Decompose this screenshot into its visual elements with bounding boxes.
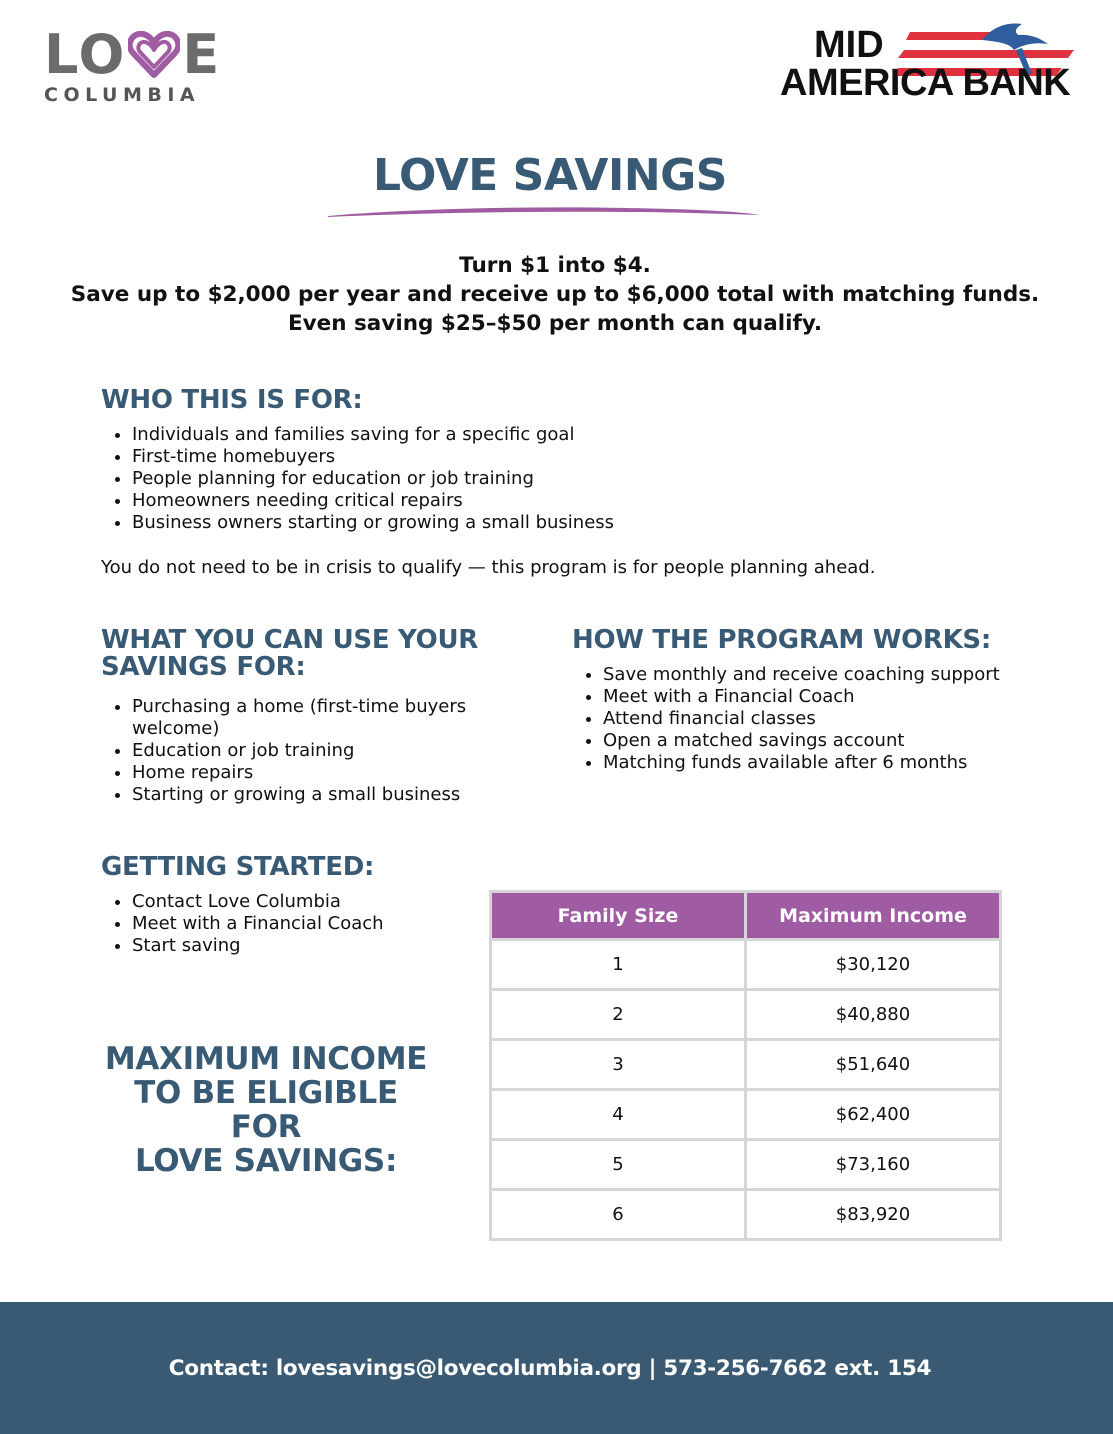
table-header-row xyxy=(492,893,999,938)
list-item: • Meet with a Financial Coach xyxy=(132,913,481,935)
intro xyxy=(0,251,1110,338)
cell-max-income: $83,920 xyxy=(747,1191,999,1238)
who-note: You do not need to be in crisis to qualify — this program is for people planning ahead. xyxy=(101,557,876,578)
logo-subtitle: COLUMBIA xyxy=(44,84,201,106)
list-item: • Start saving xyxy=(132,935,481,957)
footer-contact: Contact: lovesavings@lovecolumbia.org | 573-256-7662 ext. 154 xyxy=(168,1356,932,1381)
how-heading: HOW THE PROGRAM WORKS: xyxy=(572,625,991,655)
list-item: • Starting or growing a small business xyxy=(132,784,492,806)
list-item: • First-time homebuyers xyxy=(132,446,1001,468)
list-item: • Homeowners needing critical repairs xyxy=(132,490,1001,512)
started-heading: GETTING STARTED: xyxy=(101,852,375,882)
header-family-size: Family Size xyxy=(492,893,744,938)
uses-heading-line2: SAVINGS FOR: xyxy=(101,652,306,682)
footer xyxy=(0,1302,1113,1434)
header-maximum-income: Maximum Income xyxy=(747,893,999,938)
intro-line1: Turn $1 into $4. xyxy=(459,253,651,278)
cell-family-size: 5 xyxy=(492,1141,744,1188)
list-item: • Matching funds available after 6 months xyxy=(603,752,1092,774)
table-row xyxy=(492,1191,999,1238)
list-item: • Attend financial classes xyxy=(603,708,1092,730)
list-item: • Education or job training xyxy=(132,740,492,762)
intro-line3: Even saving $25–$50 per month can qualify. xyxy=(287,311,823,336)
income-table xyxy=(489,890,1002,1241)
started-section xyxy=(101,854,481,957)
cell-family-size: 6 xyxy=(492,1191,744,1238)
love-columbia-logo xyxy=(44,23,234,108)
cell-family-size: 3 xyxy=(492,1041,744,1088)
cell-family-size: 1 xyxy=(492,941,744,988)
list-item: • Save monthly and receive coaching support xyxy=(603,664,1092,686)
cell-max-income: $73,160 xyxy=(747,1141,999,1188)
list-item: • Contact Love Columbia xyxy=(132,891,481,913)
bank-name-line2: AMERICA BANK xyxy=(780,62,1071,104)
cell-max-income: $62,400 xyxy=(747,1091,999,1138)
list-item: • Meet with a Financial Coach xyxy=(603,686,1092,708)
list-item: • Open a matched savings account xyxy=(603,730,1092,752)
max-income-line1: MAXIMUM INCOME xyxy=(104,1041,428,1077)
list-item: • Business owners starting or growing a small business xyxy=(132,512,1001,534)
table-row xyxy=(492,991,999,1038)
table-row xyxy=(492,1041,999,1088)
table-row xyxy=(492,1091,999,1138)
cell-max-income: $40,880 xyxy=(747,991,999,1038)
cell-max-income: $51,640 xyxy=(747,1041,999,1088)
who-list xyxy=(101,424,1001,534)
cell-family-size: 2 xyxy=(492,991,744,1038)
uses-list xyxy=(101,696,492,806)
heart-icon xyxy=(128,31,180,79)
how-section xyxy=(572,627,1092,774)
table-row xyxy=(492,1141,999,1188)
page-title: LOVE SAVINGS xyxy=(373,150,727,201)
logo-word-left: LO xyxy=(44,23,127,86)
who-section xyxy=(101,387,1001,534)
uses-heading-line1: WHAT YOU CAN USE YOUR xyxy=(101,625,478,655)
bank-name-line1: MID xyxy=(814,24,884,66)
how-list xyxy=(572,664,1092,774)
cell-max-income: $30,120 xyxy=(747,941,999,988)
cell-family-size: 4 xyxy=(492,1091,744,1138)
uses-heading xyxy=(101,627,501,681)
logo-word-right: E xyxy=(182,23,222,86)
intro-line2: Save up to $2,000 per year and receive up to $6,000 total with matching funds. xyxy=(70,282,1040,307)
started-list xyxy=(101,891,481,957)
mid-america-bank-logo xyxy=(780,22,1080,104)
list-item: • Home repairs xyxy=(132,762,492,784)
max-income-line3: LOVE SAVINGS: xyxy=(134,1143,398,1179)
uses-section xyxy=(101,627,501,806)
max-income-heading xyxy=(98,1042,434,1178)
list-item: • Purchasing a home (first-time buyers welcome) xyxy=(132,696,492,740)
max-income-line2: TO BE ELIGIBLE FOR xyxy=(134,1075,398,1145)
table-row xyxy=(492,941,999,988)
list-item: • Individuals and families saving for a specific goal xyxy=(132,424,1001,446)
title-underline xyxy=(326,203,762,221)
who-heading: WHO THIS IS FOR: xyxy=(101,385,363,415)
list-item: • People planning for education or job training xyxy=(132,468,1001,490)
